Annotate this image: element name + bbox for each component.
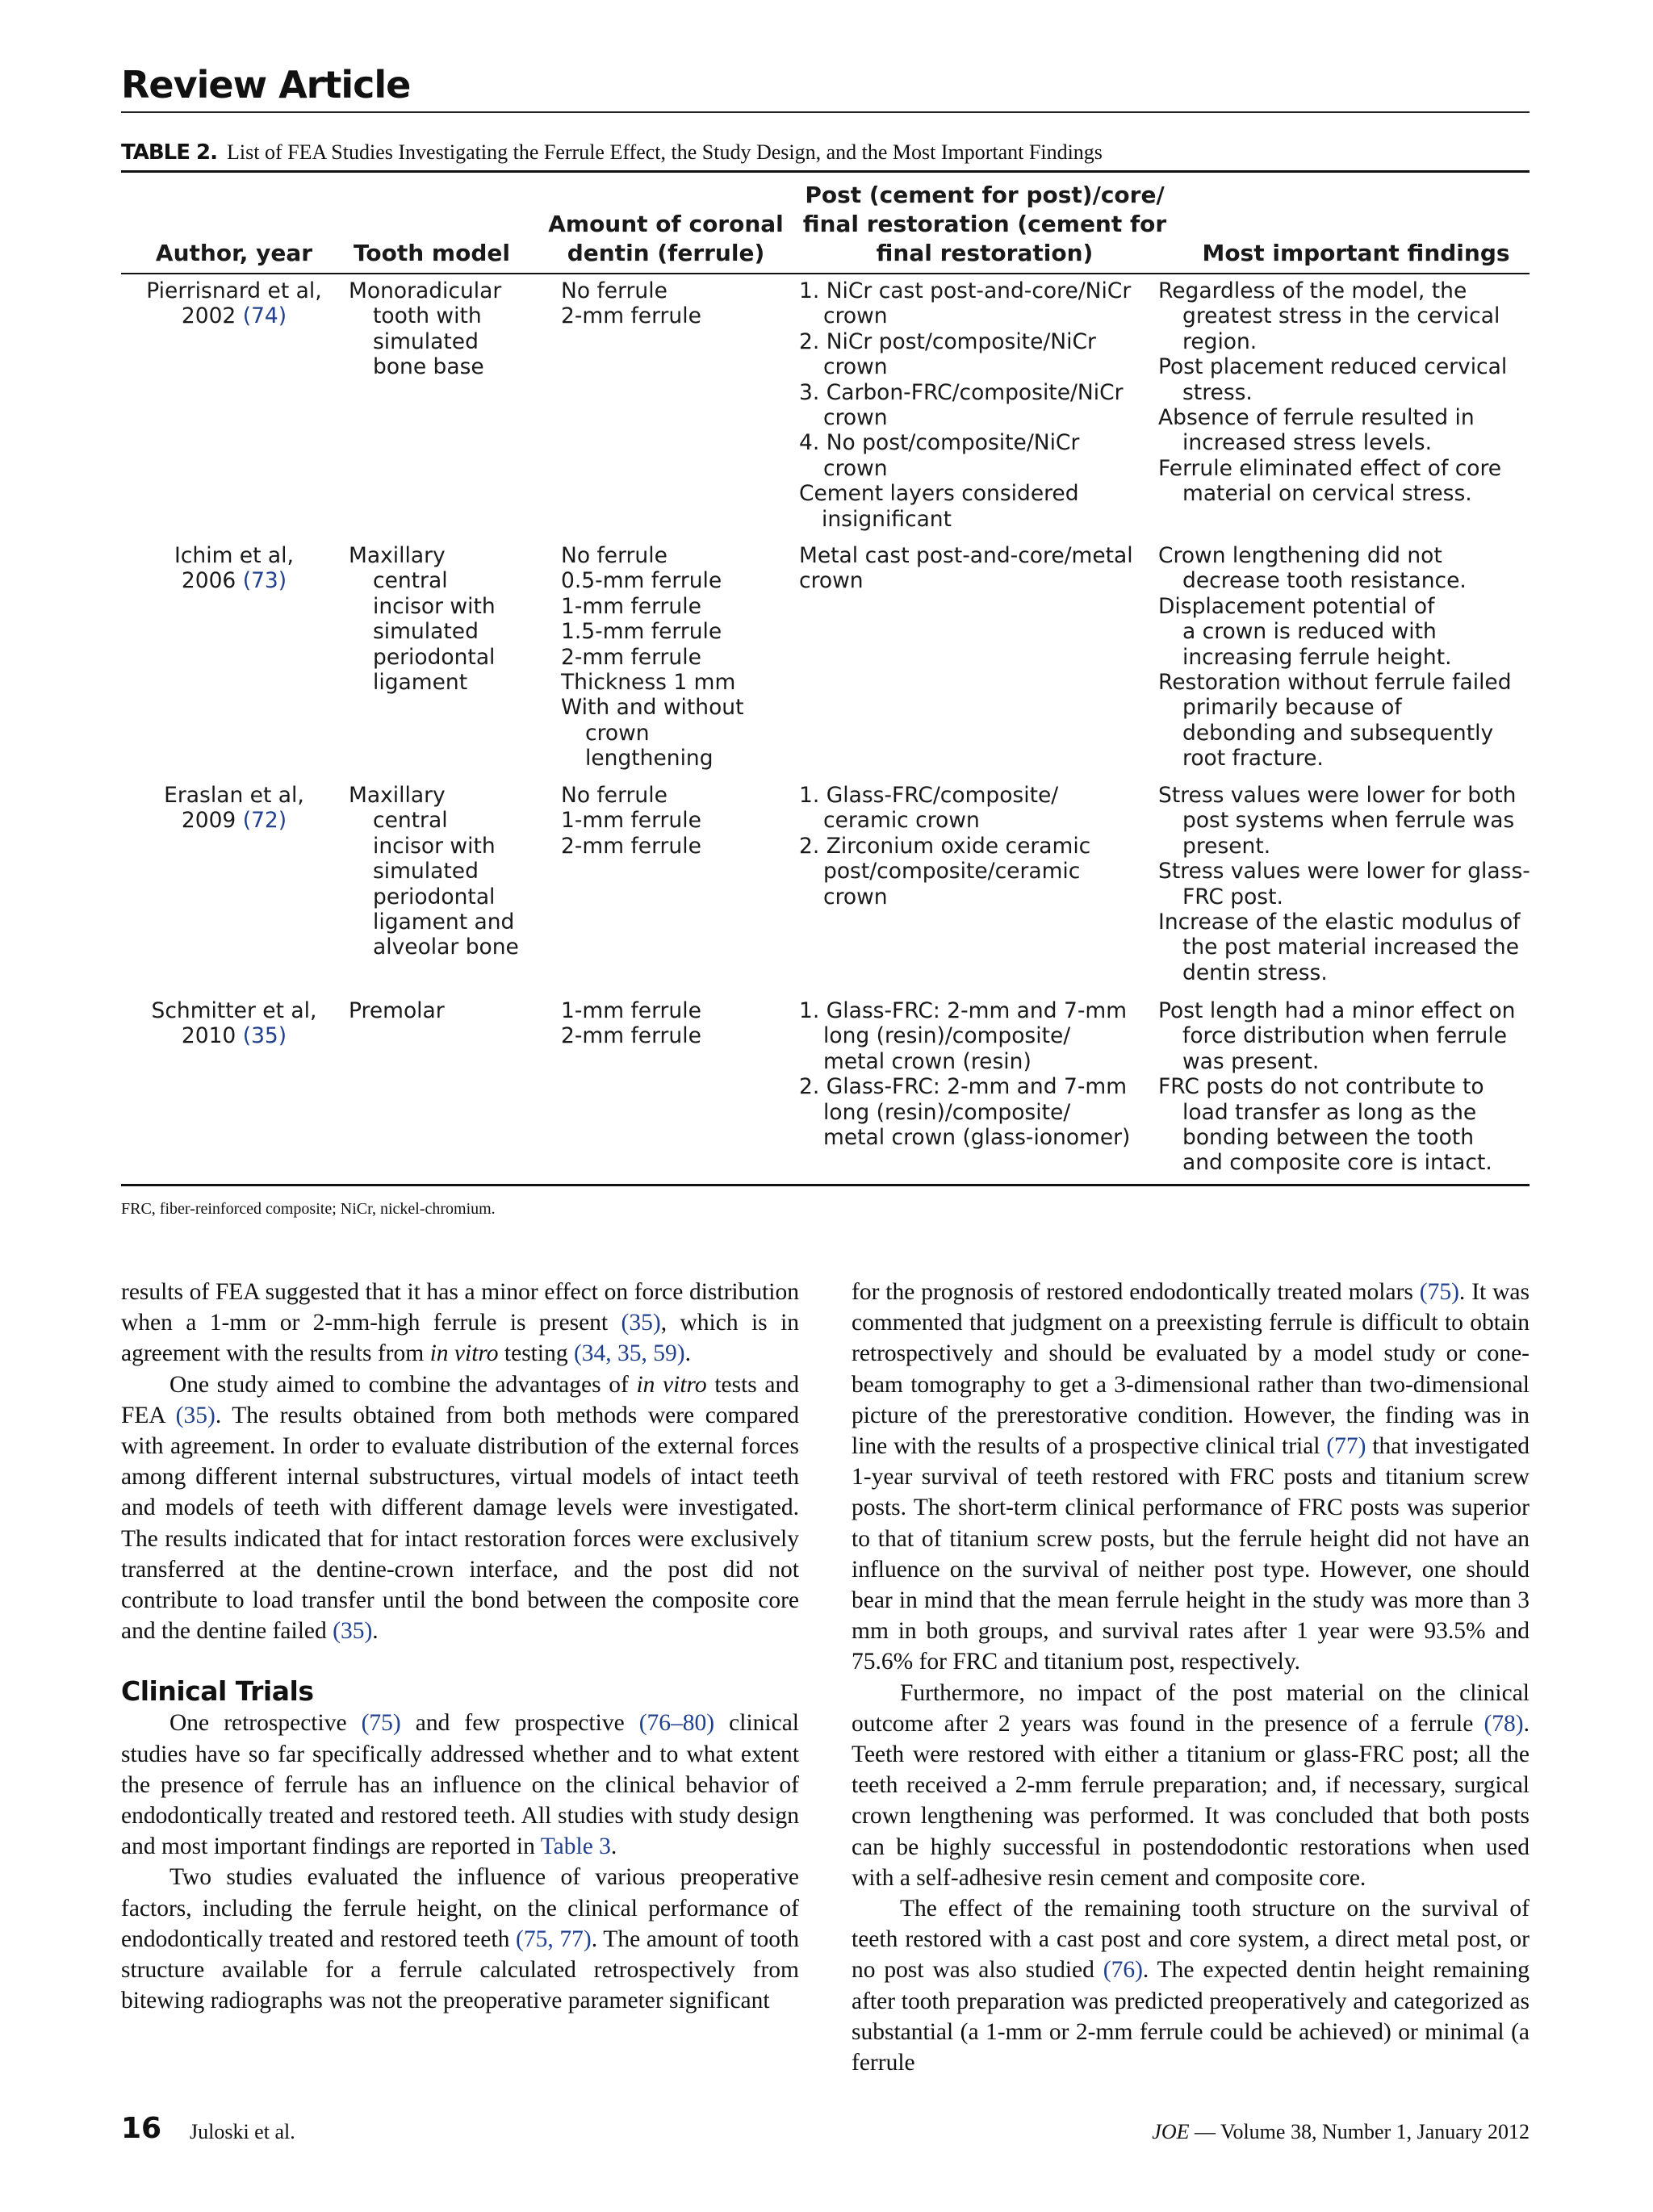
- table-cell-post: [799, 998, 1178, 1150]
- table-cell-line: increased stress levels.: [1182, 430, 1433, 456]
- table-cell-line: metal crown (resin): [823, 1048, 1032, 1074]
- table-cell-line: 0.5-mm ferrule: [561, 568, 722, 594]
- table-cell-line: periodontal: [373, 884, 496, 909]
- paragraph: for the prognosis of restored endodontically treated molars (75). It was commented that judgment on a preexisting ferrule is difficult to obtain retrospectively and should be evaluated by a model study or cone-beam tomography to get a 3-dimensional rather than two-dimensional picture of the prerestorative condition. However, the finding was in line with the results of a prospective clinical trial (77) that investigated 1-year survival of teeth restored with FRC posts and titanium screw posts. The short-term clinical performance of FRC posts was superior to that of titanium screw posts, but the ferrule height did not have an influence on the survival of neither post type. However, one should bear in mind that the mean ferrule height in the study was more than 3 mm in both groups, and survival rates after 1 year were 93.5% and 75.6% for FRC and titanium post, respectively.: [852, 1279, 1530, 1675]
- table-cell-line: 2-mm ferrule: [561, 644, 701, 670]
- table-cell-tooth: [349, 998, 550, 1023]
- table-cell-line: 3. Carbon-FRC/composite/NiCr: [799, 379, 1124, 405]
- table-cell-line: Metal cast post-and-core/metal: [799, 543, 1133, 568]
- section-label: Review Article: [121, 63, 411, 107]
- table-cell-line: debonding and subsequently: [1182, 720, 1494, 746]
- table-cell-line: 2006 (73): [181, 568, 287, 594]
- table-cell-line: FRC post.: [1182, 884, 1283, 909]
- table-cell-findings: [1158, 543, 1538, 771]
- table-cell-line: post systems when ferrule was: [1182, 808, 1515, 834]
- table-cell-line: primarily because of: [1182, 695, 1402, 721]
- table-cell-line: 1. Glass-FRC/composite/: [799, 783, 1059, 808]
- column-header-tooth-model: Tooth model: [354, 240, 510, 266]
- table-cell-line: long (resin)/composite/: [823, 1099, 1071, 1125]
- table-cell-line: crown: [799, 568, 864, 594]
- table-rule-bottom: [121, 1184, 1530, 1186]
- table-cell-line: was present.: [1182, 1048, 1320, 1074]
- paragraph: results of FEA suggested that it has a minor effect on force distribution when a 1-mm or 2-mm-high ferrule is present (35), which is in agreement with the results from in vitro testing (34, 35, 59).: [121, 1279, 800, 1367]
- column-header-findings: Most important findings: [1202, 240, 1510, 266]
- table-cell-line: a crown is reduced with: [1182, 619, 1437, 645]
- table-cell-author: [121, 783, 347, 834]
- citation-link[interactable]: (76–80): [638, 1710, 715, 1737]
- table-link[interactable]: Table 3: [540, 1834, 611, 1860]
- table-cell-line: lengthening: [585, 746, 714, 771]
- citation-link[interactable]: (35): [242, 1023, 287, 1049]
- citation-link[interactable]: (35): [175, 1402, 216, 1428]
- table-cell-author: [121, 543, 347, 594]
- table-cell-line: long (resin)/composite/: [823, 1023, 1071, 1049]
- table-cell-line: simulated: [373, 859, 479, 884]
- header-rule: [121, 111, 1530, 113]
- table-cell-line: No ferrule: [561, 783, 667, 808]
- paragraph: Furthermore, no impact of the post material on the clinical outcome after 2 years was found in the presence of a ferrule (78). Teeth were restored with either a titanium or glass-FRC post; all the teeth received a 2-mm ferrule preparation; and, if necessary, surgical crown lengthening was performed. It was concluded that both posts can be highly successful in postendodontic restorations when used with a self-adhesive resin cement and composite core.: [852, 1679, 1530, 1891]
- table-cell-post: [799, 543, 1178, 594]
- citation-link[interactable]: (73): [242, 568, 287, 594]
- table-cell-line: Increase of the elastic modulus of: [1158, 909, 1521, 935]
- table-cell-line: Regardless of the model, the: [1158, 278, 1467, 303]
- table-cell-dentin: [561, 543, 795, 771]
- table-cell-dentin: [561, 278, 795, 329]
- table-cell-line: 2010 (35): [181, 1023, 287, 1049]
- table-cell-line: 2. Glass-FRC: 2-mm and 7-mm: [799, 1074, 1128, 1100]
- table-cell-line: load transfer as long as the: [1182, 1099, 1477, 1125]
- table-cell-post: [799, 278, 1178, 532]
- table-footnote: FRC, fiber-reinforced composite; NiCr, nickel-chromium.: [121, 1200, 496, 1218]
- table-cell-line: Post length had a minor effect on: [1158, 998, 1516, 1023]
- citation-link[interactable]: (72): [242, 808, 287, 834]
- table-cell-line: crown: [823, 405, 888, 431]
- paragraph: One retrospective (75) and few prospective (76–80) clinical studies have so far specifically addressed whether and to what extent the presence of ferrule has an influence on the clinical behavior of endodontically treated and restored teeth. All studies with study design and most important findings are reported in Table 3.: [121, 1710, 799, 1860]
- table-cell-line: simulated: [373, 619, 479, 645]
- table-cell-line: Ferrule eliminated effect of core: [1158, 455, 1502, 481]
- table-cell-post: [799, 783, 1178, 909]
- table-cell-line: crown: [585, 720, 650, 746]
- table-cell-line: Premolar: [349, 998, 445, 1023]
- table-cell-line: decrease tooth resistance.: [1182, 568, 1467, 594]
- citation-link[interactable]: (76): [1103, 1957, 1143, 1984]
- table-cell-line: Crown lengthening did not: [1158, 543, 1442, 568]
- table-cell-line: 2002 (74): [181, 303, 287, 329]
- table-cell-line: 2. Zirconium oxide ceramic: [799, 833, 1091, 859]
- table-cell-line: insignificant: [822, 506, 952, 532]
- table-label: TABLE 2.: [121, 140, 218, 165]
- table-cell-line: Schmitter et al,: [151, 998, 317, 1023]
- table-cell-findings: [1158, 278, 1538, 507]
- table-cell-line: Eraslan et al,: [164, 783, 304, 808]
- table-cell-dentin: [561, 783, 795, 859]
- right-column: [852, 1277, 1530, 2078]
- table-cell-line: incisor with: [373, 593, 496, 619]
- column-header-author: Author, year: [155, 240, 313, 266]
- table-cell-line: Ichim et al,: [174, 543, 294, 568]
- table-cell-line: ligament: [373, 670, 468, 696]
- column-header-coronal-dentin: Amount of coronal dentin (ferrule): [548, 211, 784, 266]
- table-cell-line: Absence of ferrule resulted in: [1158, 405, 1475, 431]
- table-cell-line: 2-mm ferrule: [561, 1023, 701, 1049]
- paragraph: One study aimed to combine the advantages of in vitro tests and FEA (35). The results obtained from both methods were compared with agreement. In order to evaluate distribution of the external forces among different internal substructures, virtual models of intact teeth and models of teeth with different damage levels were investigated. The results indicated that for intact restoration forces were exclusively transferred at the dentine-crown interface, and the post did not contribute to load transfer until the bond between the composite core and the dentine failed (35).: [121, 1371, 800, 1645]
- table-cell-line: Restoration without ferrule failed: [1158, 670, 1512, 696]
- table-cell-line: periodontal: [373, 644, 496, 670]
- table-cell-line: Cement layers considered: [799, 481, 1079, 507]
- table-cell-line: crown: [823, 303, 888, 329]
- table-cell-line: No ferrule: [561, 543, 667, 568]
- citation-link[interactable]: (74): [242, 303, 287, 329]
- citation-link[interactable]: (75): [361, 1710, 401, 1737]
- table-cell-tooth: [349, 543, 550, 695]
- table-cell-line: region.: [1182, 328, 1258, 354]
- table-cell-line: FRC posts do not contribute to: [1158, 1074, 1484, 1100]
- table-cell-line: dentin stress.: [1182, 960, 1328, 985]
- table-cell-line: 2-mm ferrule: [561, 303, 701, 329]
- column-header-post-core: Post (cement for post)/core/ final restoration (cement for final restoration): [802, 182, 1167, 266]
- table-cell-line: stress.: [1182, 379, 1253, 405]
- citation-link[interactable]: (35): [333, 1618, 373, 1645]
- footer-authors: Juloski et al.: [190, 2120, 295, 2143]
- table-cell-line: bone base: [373, 354, 484, 380]
- table-cell-line: central: [373, 568, 448, 594]
- table-cell-line: 1. Glass-FRC: 2-mm and 7-mm: [799, 998, 1128, 1023]
- paragraph: Two studies evaluated the influence of various preoperative factors, including the ferrule height, on the clinical performance of endodontically treated and restored teeth (75, 77). The amount of tooth structure available for a ferrule calculated retrospectively from bitewing radiographs was not the preoperative parameter significant: [121, 1864, 799, 2014]
- table-cell-line: crown: [823, 884, 888, 909]
- table-cell-line: With and without: [561, 695, 744, 721]
- table-cell-line: root fracture.: [1182, 746, 1324, 771]
- left-column: [121, 1277, 799, 2016]
- table-cell-line: crown: [823, 455, 888, 481]
- table-cell-line: 1-mm ferrule: [561, 998, 701, 1023]
- table-cell-line: 1. NiCr cast post-and-core/NiCr: [799, 278, 1132, 303]
- table-cell-line: 1.5-mm ferrule: [561, 619, 722, 645]
- paragraph: The effect of the remaining tooth structure on the survival of teeth restored with a cast post and core system, a direct metal post, or no post was also studied (76). The expected dentin height remaining after tooth preparation was predicted preoperatively and categorized as substantial (a 1-mm or 2-mm ferrule could be achieved) or minimal (a ferrule: [852, 1896, 1530, 2076]
- table-cell-line: crown: [823, 354, 888, 380]
- citation-link[interactable]: (35): [621, 1310, 661, 1336]
- table-cell-line: Post placement reduced cervical: [1158, 354, 1508, 380]
- citation-link[interactable]: (78): [1484, 1710, 1524, 1737]
- table-cell-line: Displacement potential of: [1158, 593, 1435, 619]
- table-cell-line: Pierrisnard et al,: [146, 278, 322, 303]
- table-cell-line: Monoradicular: [349, 278, 502, 303]
- table-cell-line: the post material increased the: [1182, 935, 1520, 960]
- table-cell-line: 1-mm ferrule: [561, 593, 701, 619]
- table-cell-line: tooth with: [373, 303, 482, 329]
- table-cell-line: ligament and: [373, 909, 515, 935]
- table-cell-line: incisor with: [373, 833, 496, 859]
- table-cell-line: Thickness 1 mm: [561, 670, 736, 696]
- table-cell-line: Stress values were lower for glass-: [1158, 859, 1530, 884]
- table-cell-line: Maxillary: [349, 543, 446, 568]
- table-cell-line: 1-mm ferrule: [561, 808, 701, 834]
- table-caption-text: List of FEA Studies Investigating the Ferrule Effect, the Study Design, and the Most Important Findings: [227, 140, 1103, 164]
- table-rule-top: [121, 170, 1530, 173]
- table-cell-line: Maxillary: [349, 783, 446, 808]
- citation-link[interactable]: (77): [1326, 1433, 1366, 1460]
- article-page: [121, 0, 1530, 2212]
- table-cell-line: increasing ferrule height.: [1182, 644, 1452, 670]
- footer-journal: JOE — Volume 38, Number 1, January 2012: [1152, 2120, 1530, 2143]
- table-cell-line: Stress values were lower for both: [1158, 783, 1517, 808]
- citation-link[interactable]: (34, 35, 59): [573, 1340, 685, 1367]
- page-number: 16: [121, 2112, 162, 2145]
- citation-link[interactable]: (75, 77): [516, 1926, 592, 1952]
- table-cell-author: [121, 278, 347, 329]
- table-cell-line: material on cervical stress.: [1182, 481, 1472, 507]
- table-cell-line: 2. NiCr post/composite/NiCr: [799, 328, 1096, 354]
- table-cell-line: present.: [1182, 833, 1271, 859]
- table-cell-author: [121, 998, 347, 1049]
- table-cell-line: alveolar bone: [373, 935, 519, 960]
- table-cell-line: force distribution when ferrule: [1182, 1023, 1508, 1049]
- table-cell-findings: [1158, 783, 1538, 985]
- table-cell-line: simulated: [373, 328, 479, 354]
- table-cell-line: central: [373, 808, 448, 834]
- table-cell-line: bonding between the tooth: [1182, 1125, 1474, 1151]
- table-cell-line: metal crown (glass-ionomer): [823, 1125, 1131, 1151]
- table-cell-line: greatest stress in the cervical: [1182, 303, 1500, 329]
- section-heading: Clinical Trials: [121, 1675, 314, 1708]
- table-cell-findings: [1158, 998, 1538, 1176]
- table-rule-header: [121, 273, 1530, 274]
- table-cell-line: No ferrule: [561, 278, 667, 303]
- table-cell-tooth: [349, 278, 550, 380]
- table-cell-line: ceramic crown: [823, 808, 980, 834]
- table-cell-line: 2-mm ferrule: [561, 833, 701, 859]
- table-cell-tooth: [349, 783, 550, 960]
- table-cell-line: post/composite/ceramic: [823, 859, 1081, 884]
- table-cell-dentin: [561, 998, 795, 1049]
- table-cell-line: 4. No post/composite/NiCr: [799, 430, 1080, 456]
- table-caption: [121, 140, 1103, 165]
- page-footer: [121, 2112, 1530, 2151]
- table-cell-line: 2009 (72): [181, 808, 287, 834]
- table-cell-line: and composite core is intact.: [1182, 1150, 1492, 1176]
- citation-link[interactable]: (75): [1419, 1279, 1459, 1305]
